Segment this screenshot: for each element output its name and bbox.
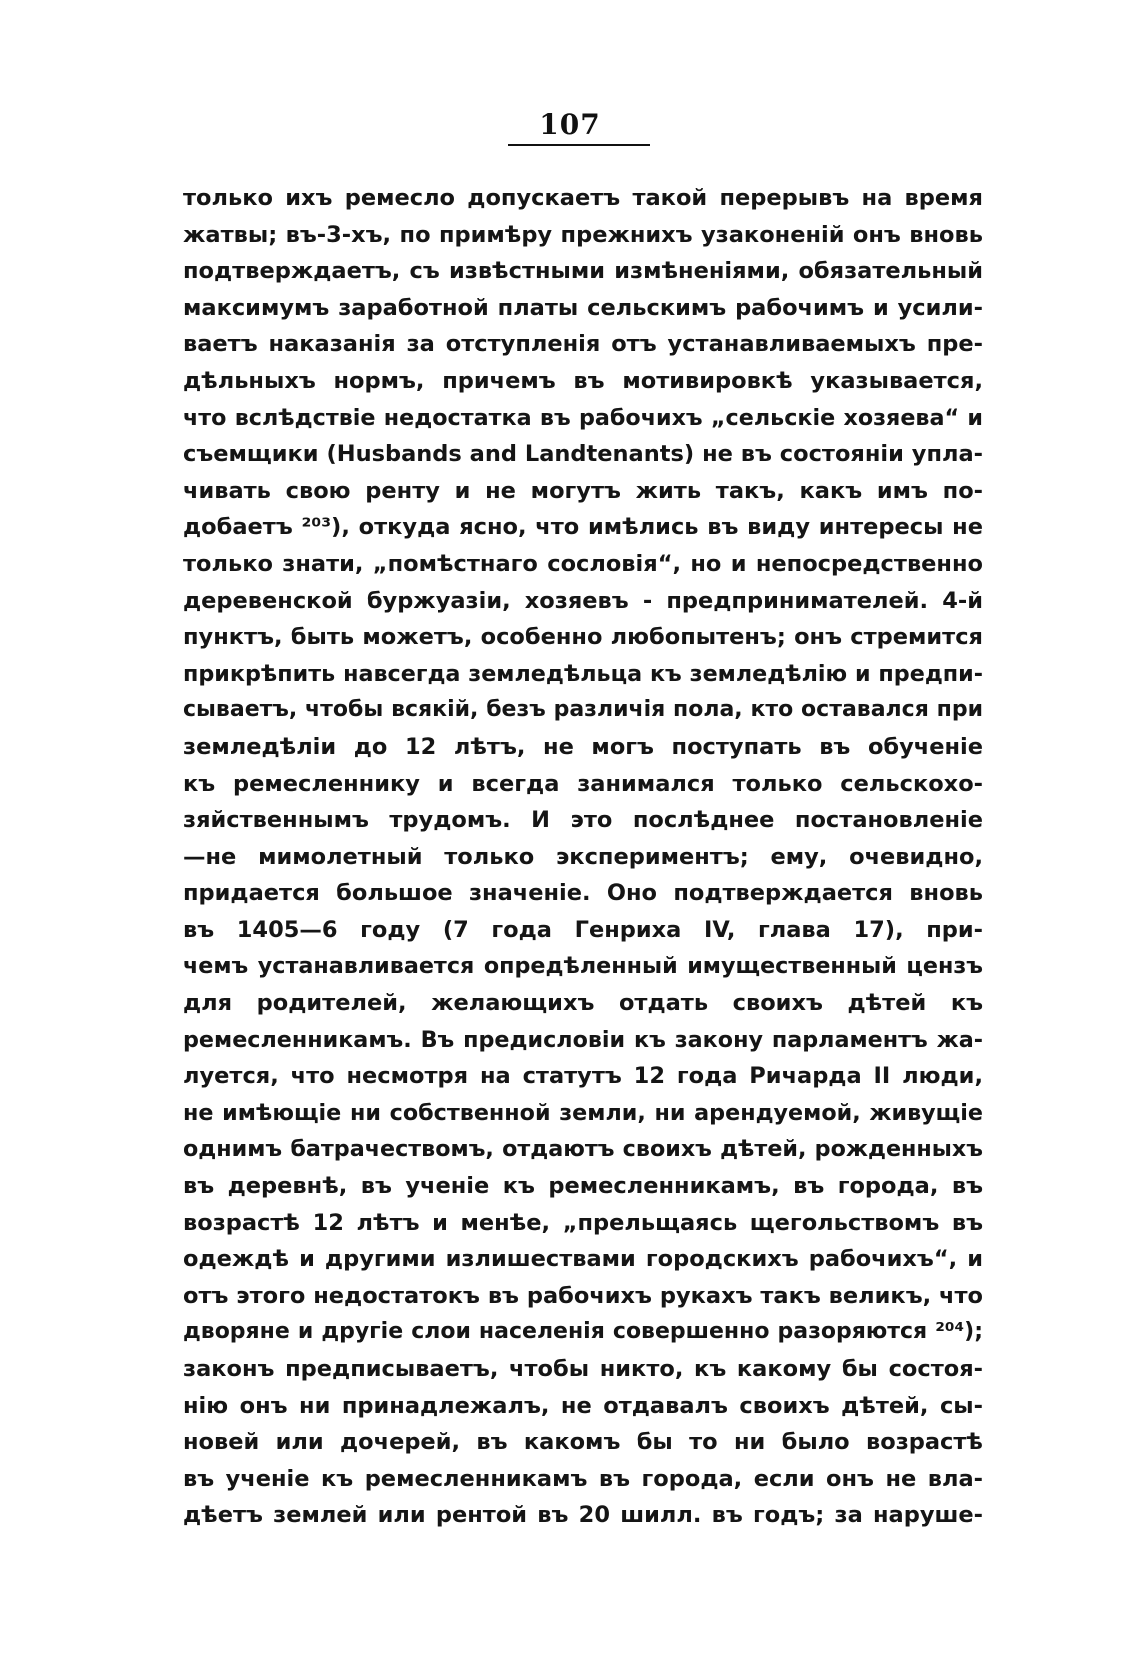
text-line: нію онъ ни принадлежалъ, не отдавалъ своихъ дѣтей, сы- [183,1392,983,1419]
text-line: въ ученіе къ ремесленникамъ въ города, если онъ не вла- [183,1465,983,1492]
text-line: —не мимолетный только экспериментъ; ему, очевидно, [183,843,983,870]
text-line: новей или дочерей, въ какомъ бы то ни было возрастѣ [183,1429,983,1456]
text-line: луется, что несмотря на статутъ 12 года Ричарда II люди, [183,1063,983,1090]
text-line: ваетъ наказанія за отступленія отъ устанавливаемыхъ пре- [183,331,983,358]
text-line: къ ремесленнику и всегда занимался только сельскохо- [183,770,983,797]
text-line: дѣльныхъ нормъ, причемъ въ мотивировкѣ указывается, [183,367,983,394]
body-text [183,180,983,1534]
text-line: придается большое значеніе. Оно подтверждается вновь [183,880,983,907]
text-line: зяйственнымъ трудомъ. И это послѣднее постановленіе [183,807,983,834]
text-line: не имѣющіе ни собственной земли, ни арендуемой, живущіе [183,1099,983,1126]
page-number-rule [508,144,650,146]
text-line: съемщики (Husbands and Landtenants) не въ состояніи упла- [183,441,983,468]
text-line: дворяне и другіе слои населенія совершенно разоряются ²⁰⁴); [183,1319,983,1345]
text-line: законъ предписываетъ, чтобы никто, къ какому бы состоя- [183,1356,983,1382]
text-line: дѣетъ землей или рентой въ 20 шилл. въ годъ; за наруше- [183,1502,983,1529]
text-line: ремесленникамъ. Въ предисловіи къ закону парламентъ жа- [183,1026,983,1053]
text-line: максимумъ заработной платы сельскимъ рабочимъ и усили- [183,294,983,321]
text-line: въ деревнѣ, въ ученіе къ ремесленникамъ, въ города, въ [183,1173,983,1200]
text-line: только ихъ ремесло допускаетъ такой перерывъ на время [183,185,983,211]
text-line: отъ этого недостатокъ въ рабочихъ рукахъ такъ великъ, что [183,1282,983,1309]
text-line: пунктъ, быть можетъ, особенно любопытенъ; онъ стремится [183,624,983,651]
text-line: подтверждаетъ, съ извѣстными измѣненіями, обязательный [183,258,983,285]
text-line: чемъ устанавливается опредѣленный имущественный цензъ [183,953,983,980]
text-line: чивать свою ренту и не могутъ жить такъ, какъ имъ по- [183,477,983,504]
text-line: прикрѣпить навсегда земледѣльца къ земледѣлію и предпи- [183,660,983,687]
text-line: земледѣліи до 12 лѣтъ, не могъ поступать въ обученіе [183,733,983,760]
text-line: деревенской буржуазіи, хозяевъ - предпринимателей. 4-й [183,587,983,614]
text-line: только знати, „помѣстнаго сословія“, но и непосредственно [183,550,983,577]
text-line: возрастѣ 12 лѣтъ и менѣе, „прельщаясь щегольствомъ въ [183,1209,983,1236]
text-line: однимъ батрачествомъ, отдаютъ своихъ дѣтей, рожденныхъ [183,1136,983,1163]
text-line: добаетъ ²⁰³), откуда ясно, что имѣлись въ виду интересы не [183,514,983,541]
text-line: сываетъ, чтобы всякій, безъ различія пола, кто оставался при [183,697,983,723]
text-line: жатвы; въ-3-хъ, по примѣру прежнихъ узаконеній онъ вновь [183,221,983,248]
page-number: 107 [539,108,601,141]
text-line: одеждѣ и другими излишествами городскихъ рабочихъ“, и [183,1246,983,1273]
text-line: что вслѣдствіе недостатка въ рабочихъ „сельскіе хозяева“ и [183,404,983,431]
text-line: для родителей, желающихъ отдать своихъ дѣтей къ [183,990,983,1017]
text-line: въ 1405—6 году (7 года Генриха IV, глава 17), при- [183,916,983,943]
